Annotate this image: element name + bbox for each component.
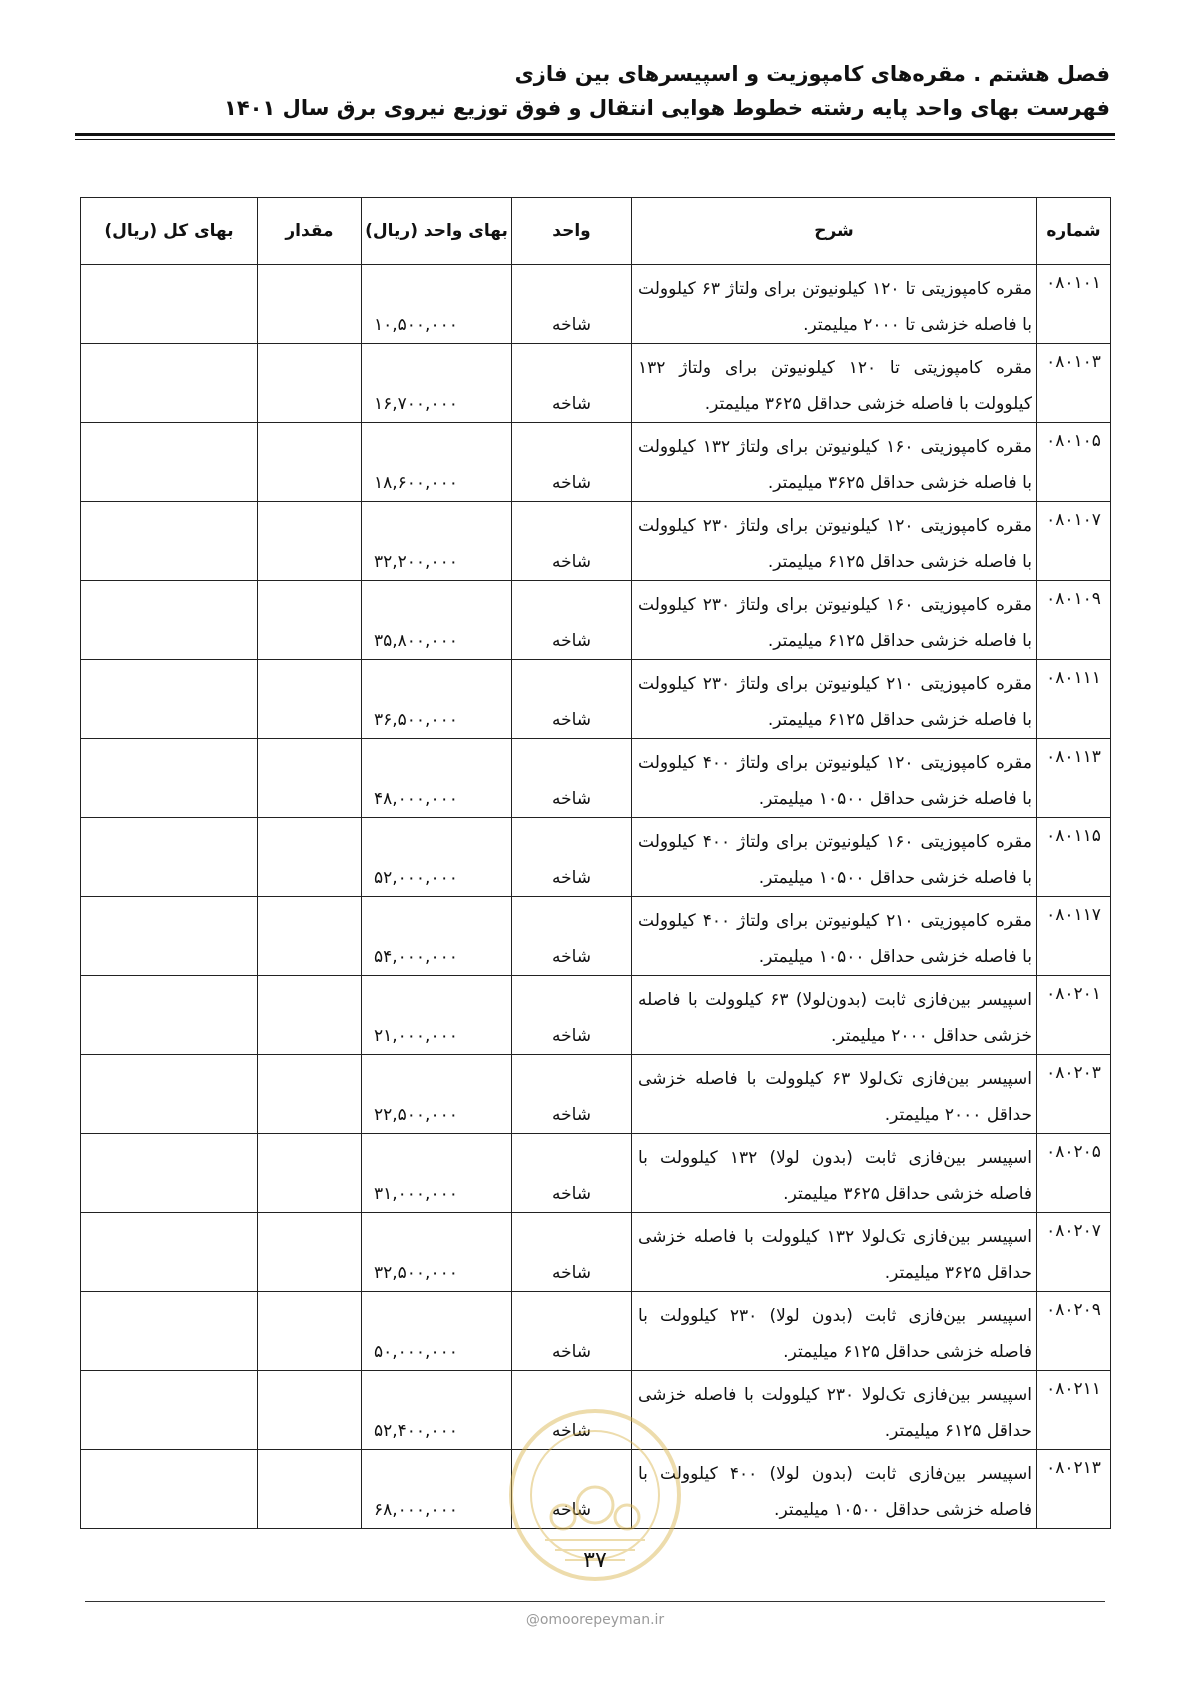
item-description: مقره کامپوزیتی ۱۲۰ کیلونیوتن برای ولتاژ ۲۳۰ کیلوولت با فاصله خزشی حداقل ۶۱۲۵ میلیمتر. bbox=[632, 502, 1037, 581]
item-total-price bbox=[81, 1450, 258, 1529]
item-quantity bbox=[258, 265, 362, 344]
item-number: ۰۸۰۱۱۷ bbox=[1037, 897, 1111, 976]
item-description: اسپیسر بین‌فازی ثابت (بدون لولا) ۲۳۰ کیلوولت با فاصله خزشی حداقل ۶۱۲۵ میلیمتر. bbox=[632, 1292, 1037, 1371]
item-unit: شاخه bbox=[512, 660, 632, 739]
item-quantity bbox=[258, 581, 362, 660]
item-total-price bbox=[81, 818, 258, 897]
item-total-price bbox=[81, 976, 258, 1055]
item-total-price bbox=[81, 739, 258, 818]
item-description: اسپیسر بین‌فازی ثابت (بدون لولا) ۱۳۲ کیلوولت با فاصله خزشی حداقل ۳۶۲۵ میلیمتر. bbox=[632, 1134, 1037, 1213]
item-unit: شاخه bbox=[512, 1134, 632, 1213]
table-row bbox=[81, 423, 1111, 502]
item-total-price bbox=[81, 423, 258, 502]
item-number: ۰۸۰۱۰۹ bbox=[1037, 581, 1111, 660]
item-unit: شاخه bbox=[512, 344, 632, 423]
table-row bbox=[81, 1055, 1111, 1134]
table-row bbox=[81, 265, 1111, 344]
table-row bbox=[81, 344, 1111, 423]
item-unit: شاخه bbox=[512, 739, 632, 818]
page-header bbox=[75, 56, 1110, 124]
chapter-title: فصل هشتم . مقره‌های کامپوزیت و اسپیسرهای بین فازی bbox=[514, 62, 1110, 86]
table-row bbox=[81, 739, 1111, 818]
item-number: ۰۸۰۱۰۵ bbox=[1037, 423, 1111, 502]
item-number: ۰۸۰۲۰۷ bbox=[1037, 1213, 1111, 1292]
item-number: ۰۸۰۲۰۹ bbox=[1037, 1292, 1111, 1371]
table-row bbox=[81, 1213, 1111, 1292]
item-quantity bbox=[258, 423, 362, 502]
item-total-price bbox=[81, 897, 258, 976]
item-description: اسپیسر بین‌فازی ثابت (بدون‌لولا) ۶۳ کیلوولت با فاصله خزشی حداقل ۲۰۰۰ میلیمتر. bbox=[632, 976, 1037, 1055]
item-unit-price: ۵۴,۰۰۰,۰۰۰ bbox=[362, 897, 512, 976]
col-header-quantity: مقدار bbox=[258, 198, 362, 265]
item-quantity bbox=[258, 502, 362, 581]
col-header-description: شرح bbox=[632, 198, 1037, 265]
item-unit-price: ۳۲,۵۰۰,۰۰۰ bbox=[362, 1213, 512, 1292]
item-unit: شاخه bbox=[512, 1292, 632, 1371]
item-total-price bbox=[81, 1292, 258, 1371]
item-number: ۰۸۰۲۰۵ bbox=[1037, 1134, 1111, 1213]
table-row bbox=[81, 897, 1111, 976]
item-description: مقره کامپوزیتی ۲۱۰ کیلونیوتن برای ولتاژ ۴۰۰ کیلوولت با فاصله خزشی حداقل ۱۰۵۰۰ میلیمتر. bbox=[632, 897, 1037, 976]
item-unit: شاخه bbox=[512, 1055, 632, 1134]
item-unit: شاخه bbox=[512, 581, 632, 660]
item-unit-price: ۳۵,۸۰۰,۰۰۰ bbox=[362, 581, 512, 660]
item-unit-price: ۵۰,۰۰۰,۰۰۰ bbox=[362, 1292, 512, 1371]
item-unit: شاخه bbox=[512, 897, 632, 976]
item-number: ۰۸۰۱۱۵ bbox=[1037, 818, 1111, 897]
table-row bbox=[81, 1292, 1111, 1371]
item-number: ۰۸۰۲۱۳ bbox=[1037, 1450, 1111, 1529]
item-unit: شاخه bbox=[512, 502, 632, 581]
item-unit: شاخه bbox=[512, 1450, 632, 1529]
table-row bbox=[81, 1134, 1111, 1213]
item-unit-price: ۵۲,۰۰۰,۰۰۰ bbox=[362, 818, 512, 897]
item-quantity bbox=[258, 660, 362, 739]
header-rule-thick bbox=[75, 133, 1115, 136]
item-quantity bbox=[258, 976, 362, 1055]
item-unit-price: ۳۲,۲۰۰,۰۰۰ bbox=[362, 502, 512, 581]
item-description: مقره کامپوزیتی تا ۱۲۰ کیلونیوتن برای ولتاژ ۶۳ کیلوولت با فاصله خزشی تا ۲۰۰۰ میلیمتر. bbox=[632, 265, 1037, 344]
item-description: اسپیسر بین‌فازی ثابت (بدون لولا) ۴۰۰ کیلوولت با فاصله خزشی حداقل ۱۰۵۰۰ میلیمتر. bbox=[632, 1450, 1037, 1529]
item-quantity bbox=[258, 818, 362, 897]
item-quantity bbox=[258, 897, 362, 976]
table-header-row bbox=[81, 198, 1111, 265]
item-description: مقره کامپوزیتی ۱۲۰ کیلونیوتن برای ولتاژ ۴۰۰ کیلوولت با فاصله خزشی حداقل ۱۰۵۰۰ میلیمتر. bbox=[632, 739, 1037, 818]
item-total-price bbox=[81, 1134, 258, 1213]
item-number: ۰۸۰۱۰۱ bbox=[1037, 265, 1111, 344]
item-quantity bbox=[258, 1055, 362, 1134]
item-quantity bbox=[258, 1213, 362, 1292]
table-row bbox=[81, 502, 1111, 581]
item-unit: شاخه bbox=[512, 976, 632, 1055]
item-total-price bbox=[81, 344, 258, 423]
item-unit-price: ۱۰,۵۰۰,۰۰۰ bbox=[362, 265, 512, 344]
item-quantity bbox=[258, 1450, 362, 1529]
item-number: ۰۸۰۱۱۳ bbox=[1037, 739, 1111, 818]
item-unit-price: ۶۸,۰۰۰,۰۰۰ bbox=[362, 1450, 512, 1529]
table-row bbox=[81, 818, 1111, 897]
item-unit: شاخه bbox=[512, 265, 632, 344]
item-number: ۰۸۰۲۰۳ bbox=[1037, 1055, 1111, 1134]
col-header-total-price: بهای کل (ریال) bbox=[81, 198, 258, 265]
item-quantity bbox=[258, 1371, 362, 1450]
item-unit-price: ۱۶,۷۰۰,۰۰۰ bbox=[362, 344, 512, 423]
item-number: ۰۸۰۲۰۱ bbox=[1037, 976, 1111, 1055]
item-total-price bbox=[81, 660, 258, 739]
item-unit: شاخه bbox=[512, 1213, 632, 1292]
item-description: مقره کامپوزیتی ۱۶۰ کیلونیوتن برای ولتاژ ۴۰۰ کیلوولت با فاصله خزشی حداقل ۱۰۵۰۰ میلیمتر. bbox=[632, 818, 1037, 897]
item-number: ۰۸۰۱۰۳ bbox=[1037, 344, 1111, 423]
item-quantity bbox=[258, 1292, 362, 1371]
header-rule-thin bbox=[75, 139, 1115, 140]
item-unit-price: ۲۱,۰۰۰,۰۰۰ bbox=[362, 976, 512, 1055]
col-header-unit: واحد bbox=[512, 198, 632, 265]
item-description: مقره کامپوزیتی ۱۶۰ کیلونیوتن برای ولتاژ ۲۳۰ کیلوولت با فاصله خزشی حداقل ۶۱۲۵ میلیمتر. bbox=[632, 581, 1037, 660]
item-total-price bbox=[81, 581, 258, 660]
item-unit-price: ۳۶,۵۰۰,۰۰۰ bbox=[362, 660, 512, 739]
item-quantity bbox=[258, 1134, 362, 1213]
item-number: ۰۸۰۱۱۱ bbox=[1037, 660, 1111, 739]
item-total-price bbox=[81, 1055, 258, 1134]
item-unit-price: ۲۲,۵۰۰,۰۰۰ bbox=[362, 1055, 512, 1134]
item-unit: شاخه bbox=[512, 1371, 632, 1450]
item-unit-price: ۱۸,۶۰۰,۰۰۰ bbox=[362, 423, 512, 502]
item-number: ۰۸۰۲۱۱ bbox=[1037, 1371, 1111, 1450]
item-number: ۰۸۰۱۰۷ bbox=[1037, 502, 1111, 581]
col-header-number: شماره bbox=[1037, 198, 1111, 265]
item-description: مقره کامپوزیتی ۲۱۰ کیلونیوتن برای ولتاژ ۲۳۰ کیلوولت با فاصله خزشی حداقل ۶۱۲۵ میلیمتر. bbox=[632, 660, 1037, 739]
document-title: فهرست بهای واحد پایه رشته خطوط هوایی انتقال و فوق توزیع نیروی برق سال ۱۴۰۱ bbox=[224, 96, 1110, 120]
price-list-table bbox=[80, 197, 1111, 1529]
item-unit: شاخه bbox=[512, 423, 632, 502]
item-unit-price: ۳۱,۰۰۰,۰۰۰ bbox=[362, 1134, 512, 1213]
table-row bbox=[81, 581, 1111, 660]
table-row bbox=[81, 976, 1111, 1055]
item-description: اسپیسر بین‌فازی تک‌لولا ۲۳۰ کیلوولت با فاصله خزشی حداقل ۶۱۲۵ میلیمتر. bbox=[632, 1371, 1037, 1450]
website-watermark: @omoorepeyman.ir bbox=[525, 1612, 665, 1628]
item-total-price bbox=[81, 1213, 258, 1292]
col-header-unit-price: بهای واحد (ریال) bbox=[362, 198, 512, 265]
item-total-price bbox=[81, 502, 258, 581]
item-total-price bbox=[81, 265, 258, 344]
item-quantity bbox=[258, 739, 362, 818]
item-unit-price: ۵۲,۴۰۰,۰۰۰ bbox=[362, 1371, 512, 1450]
item-total-price bbox=[81, 1371, 258, 1450]
item-unit-price: ۴۸,۰۰۰,۰۰۰ bbox=[362, 739, 512, 818]
page-number: ۳۷ bbox=[583, 1548, 607, 1573]
item-quantity bbox=[258, 344, 362, 423]
item-description: اسپیسر بین‌فازی تک‌لولا ۶۳ کیلوولت با فاصله خزشی حداقل ۲۰۰۰ میلیمتر. bbox=[632, 1055, 1037, 1134]
footer-rule bbox=[85, 1601, 1105, 1602]
item-description: اسپیسر بین‌فازی تک‌لولا ۱۳۲ کیلوولت با فاصله خزشی حداقل ۳۶۲۵ میلیمتر. bbox=[632, 1213, 1037, 1292]
item-description: مقره کامپوزیتی ۱۶۰ کیلونیوتن برای ولتاژ ۱۳۲ کیلوولت با فاصله خزشی حداقل ۳۶۲۵ میلیمتر. bbox=[632, 423, 1037, 502]
item-description: مقره کامپوزیتی تا ۱۲۰ کیلونیوتن برای ولتاژ ۱۳۲ کیلوولت با فاصله خزشی حداقل ۳۶۲۵ میلیمتر. bbox=[632, 344, 1037, 423]
item-unit: شاخه bbox=[512, 818, 632, 897]
table-row bbox=[81, 660, 1111, 739]
